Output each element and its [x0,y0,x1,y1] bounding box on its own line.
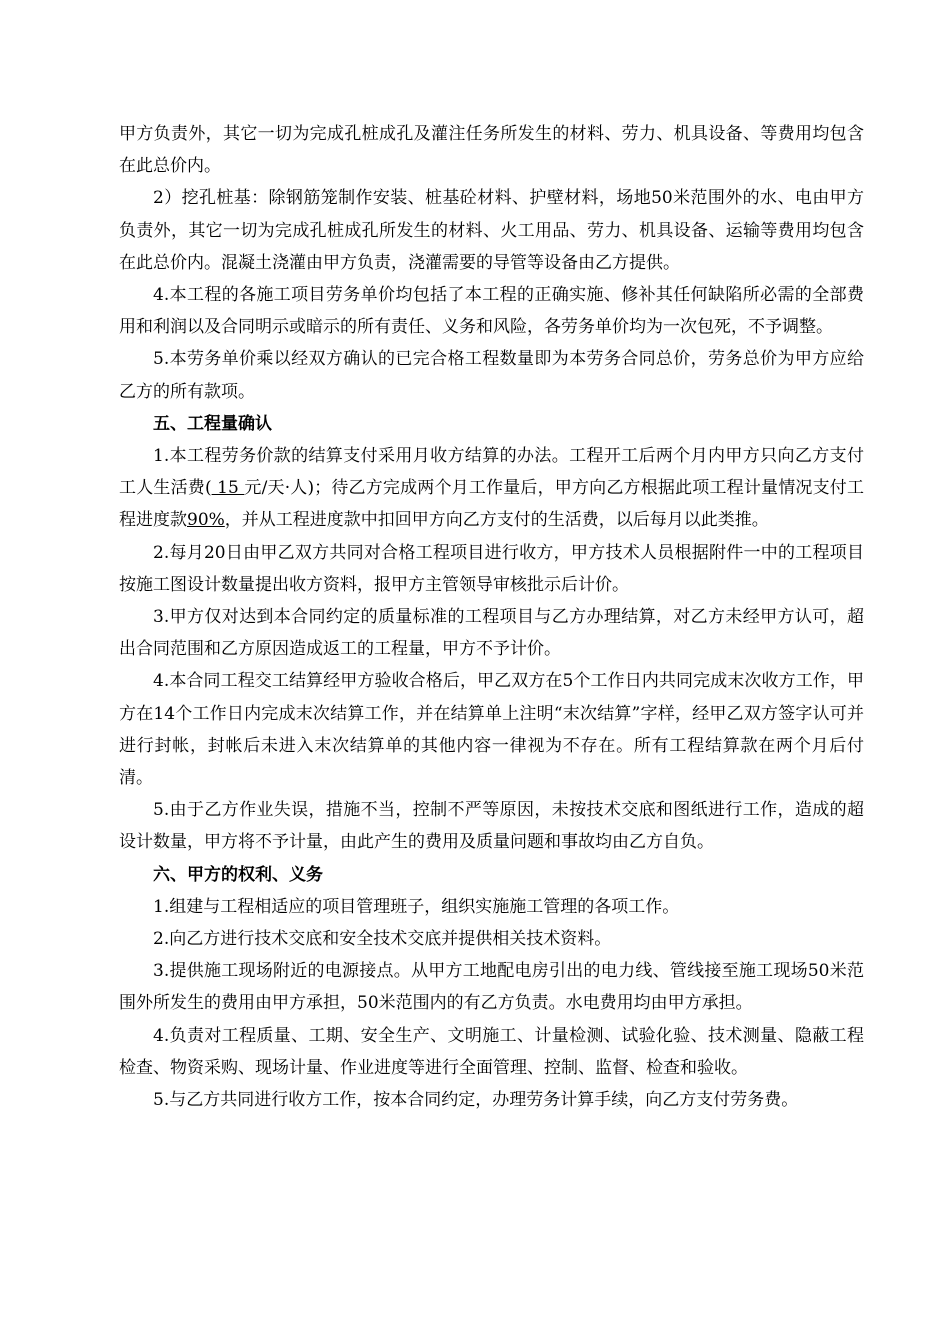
section6-item-4: 4.负责对工程质量、工期、安全生产、文明施工、计量检测、试验化验、技术测量、隐蔽工程检查、物资采购、现场计量、作业进度等进行全面管理、控制、监督、检查和验收。 [119,1025,864,1078]
section5-item-1-text-c: ，并从工程进度款中扣回甲方向乙方支付的生活费，以后每月以此类推。 [224,510,769,531]
section6-item-1: 1.组建与工程相适应的项目管理班子，组织实施施工管理的各项工作。 [153,896,680,917]
section5-item-2: 2.每月20日由甲乙双方共同对合格工程项目进行收方，甲方技术人员根据附件一中的工程项目按施工图设计数量提出收方资料，报甲方主管领导审核批示后计价。 [119,542,864,595]
section5-item-4: 4.本合同工程交工结算经甲方验收合格后，甲乙双方在5个工作日内共同完成末次收方工作，甲方在14个工作日内完成末次结算工作，并在结算单上注明“末次结算”字样，经甲乙双方签字认可并进行封帐，封帐后未进入末次结算单的其他内容一律视为不存在。所有工程结算款在两个月后付清。 [119,671,864,789]
paragraph-continuation: 甲方负责外，其它一切为完成孔桩成孔及灌注任务所发生的材料、劳力、机具设备、等费用均包含在此总价内。 [119,124,864,177]
living-fee-value: 15 [211,478,245,499]
section-heading-quantity-confirmation: 五、工程量确认 [153,413,272,434]
paragraph-item-4: 4.本工程的各施工项目劳务单价均包括了本工程的正确实施、修补其任何缺陷所必需的全部费用和利润以及合同明示或暗示的所有责任、义务和风险，各劳务单价均为一次包死，不予调整。 [119,285,864,338]
section5-item-1-text-a: 1.本工程劳务价款的结算支付采用月收方结算的办法。工程开工后两个月内甲方只向乙方支付工人生活费( [119,446,864,499]
section5-item-3: 3.甲方仅对达到本合同约定的质量标准的工程项目与乙方办理结算，对乙方未经甲方认可，超出合同范围和乙方原因造成返工的工程量，甲方不予计价。 [119,607,864,660]
section6-item-3: 3.提供施工现场附近的电源接点。从甲方工地配电房引出的电力线、管线接至施工现场50米范围外所发生的费用由甲方承担，50米范围内的有乙方负责。水电费用均由甲方承担。 [119,961,864,1014]
progress-payment-percent: 90% [187,510,225,531]
paragraph-item-5: 5.本劳务单价乘以经双方确认的已完合格工程数量即为本劳务合同总价，劳务总价为甲方应给乙方的所有款项。 [119,349,864,402]
section5-item-1-text-b: 元/天·人)；待乙方完成两个月工作量后，甲方向乙方根据此项工程计量情况支付工程进度款 [119,478,864,531]
paragraph-dug-pile: 2）挖孔桩基：除钢筋笼制作安装、桩基砼材料、护壁材料，场地50米范围外的水、电由甲方负责外，其它一切为完成孔桩成孔所发生的材料、火工用品、劳力、机具设备、运输等费用均包含在此总价内。混凝土浇灌由甲方负责，浇灌需要的导管等设备由乙方提供。 [119,188,864,273]
section6-item-2: 2.向乙方进行技术交底和安全技术交底并提供相关技术资料。 [153,929,612,950]
section5-item-1 [119,440,864,537]
section5-item-5: 5.由于乙方作业失误，措施不当，控制不严等原因，未按技术交底和图纸进行工作，造成的超设计数量，甲方将不予计量，由此产生的费用及质量问题和事故均由乙方自负。 [119,800,864,853]
document-body [119,118,864,1116]
section-heading-party-a-rights: 六、甲方的权利、义务 [153,864,323,885]
section6-item-5: 5.与乙方共同进行收方工作，按本合同约定，办理劳务计算手续，向乙方支付劳务费。 [153,1090,799,1111]
